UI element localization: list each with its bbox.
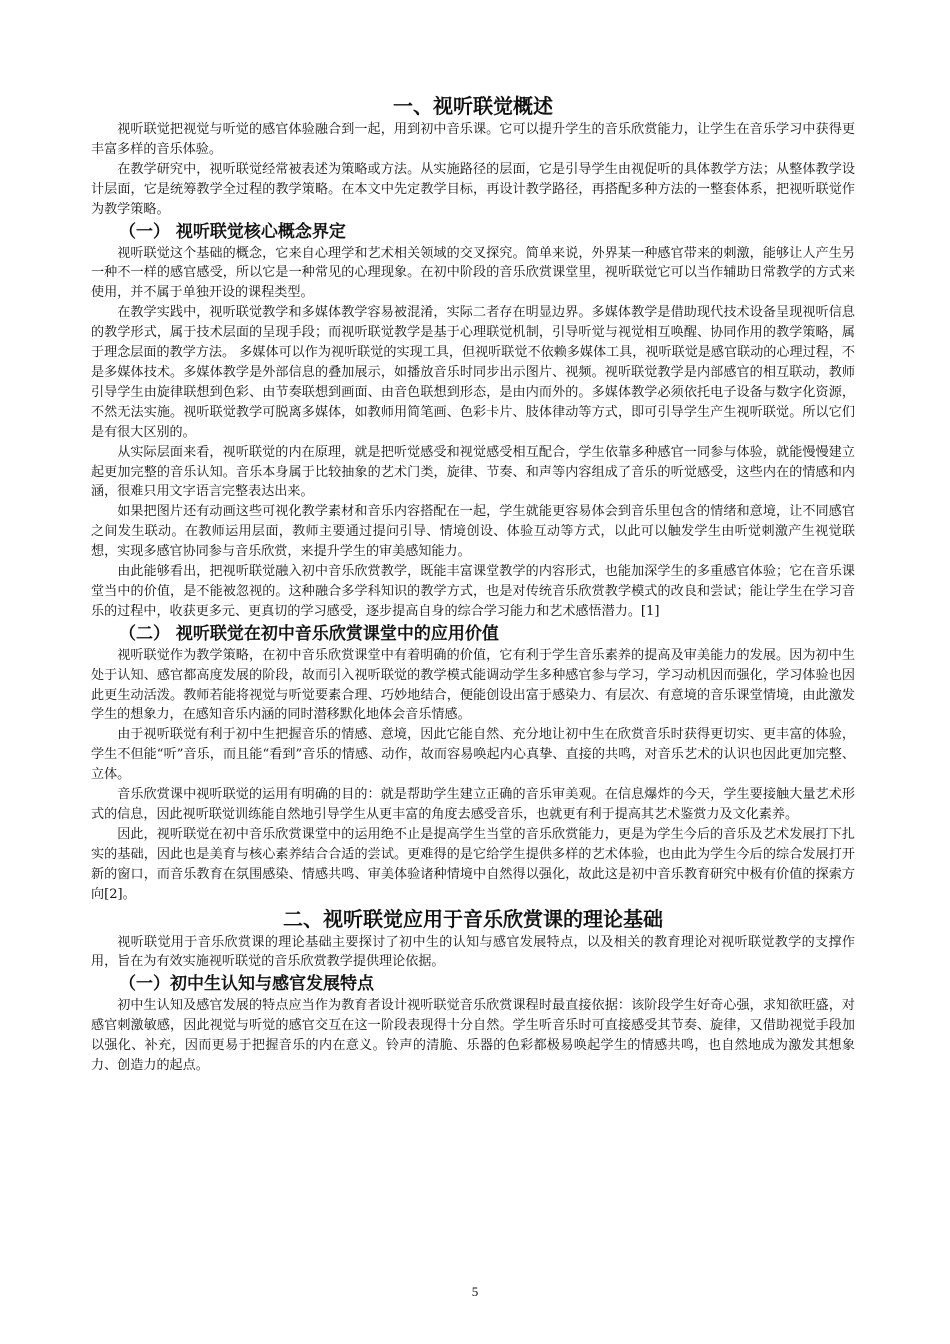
subsection-1-1-heading: （一） 视听联觉核心概念界定 [119,221,346,242]
subsection-2-1-heading: （一）初中生认知与感官发展特点 [119,974,374,995]
paragraph: 因此，视听联觉在初中音乐欣赏课堂中的运用绝不止是提高学生当堂的音乐欣赏能力，更是为学生今后的音乐及艺术发展打下扎实的基础，因此也是美育与核心素养结合合适的尝试。更难得的是它给学生提供多样的艺术体验，也由此为学生今后的综合发展打开新的窗口，而音乐教育在氛围感染、情感共鸣、审美体验诸种情境中自然得以强化，故此这是初中音乐教育研究中极有价值的探索方向[2]。 [91,826,855,902]
paragraph: 如果把图片还有动画这些可视化教学素材和音乐内容搭配在一起，学生就能更容易体会到音乐里包含的情绪和意境，让不同感官之间发生联动。在教师运用层面，教师主要通过提问引导、情境创设、体验互动等方式，以此可以触发学生由听觉刺激产生视觉联想，实现多感官协同参与音乐欣赏，来提升学生的审美感知能力。 [91,504,855,560]
paragraph: 音乐欣赏课中视听联觉的运用有明确的目的：就是帮助学生建立正确的音乐审美观。在信息爆炸的今天，学生要接触大量艺术形式的信息，因此视听联觉训练能自然地引导学生从更丰富的角度去感受音乐，也就更有利于提高其艺术鉴赏力及文化素养。 [91,787,855,822]
paragraph: 初中生认知及感官发展的特点应当作为教育者设计视听联觉音乐欣赏课程时最直接依据：该阶段学生好奇心强，求知欲旺盛，对感官刺激敏感，因此视觉与听觉的感官交互在这一阶段表现得十分自然。学生听音乐时可直接感受其节奏、旋律，又借助视觉手段加以强化、补充，因而更易于把握音乐的内在意义。铃声的清脆、乐器的色彩都极易唤起学生的情感共鸣，也自然地成为激发其想象力、创造力的起点。 [91,998,855,1074]
page-number: 5 [471,1284,479,1299]
paragraph: 从实际层面来看，视听联觉的内在原理，就是把听觉感受和视觉感受相互配合，学生依靠多种感官一同参与体验，就能慢慢建立起更加完整的音乐认知。音乐本身属于比较抽象的艺术门类，旋律、节奏、和声等内容组成了音乐的听觉感受，这些内在的情感和内涵，很难只用文字语言完整表达出来。 [91,444,855,500]
paragraph: 视听联觉这个基础的概念，它来自心理学和艺术相关领域的交叉探究。简单来说，外界某一种感官带来的刺激，能够让人产生另一种不一样的感官感受，所以它是一种常见的心理现象。在初中阶段的音乐欣赏课堂里，视听联觉它可以当作辅助日常教学的方式来使用，并不属于单独开设的课程类型。 [91,245,855,301]
paragraph: 在教学研究中，视听联觉经常被表述为策略或方法。从实施路径的层面，它是引导学生由视促听的具体教学方法；从整体教学设计层面，它是统筹教学全过程的教学策略。在本文中先定教学目标，再设计教学路径，再搭配多种方法的一整套体系，把视听联觉作为教学策略。 [91,161,855,217]
paragraph: 视听联觉把视觉与听觉的感官体验融合到一起，用到初中音乐课。它可以提升学生的音乐欣赏能力，让学生在音乐学习中获得更丰富多样的音乐体验。 [91,122,855,157]
section-1-heading: 一、视听联觉概述 [393,94,553,118]
paragraph: 由于视听联觉有利于初中生把握音乐的情感、意境，因此它能自然、充分地让初中生在欣赏音乐时获得更切实、更丰富的体验，学生不但能“听”音乐，而且能“看到”音乐的情感、动作，故而容易唤起内心真挚、直接的共鸣，对音乐艺术的认识也因此更加完整、立体。 [91,727,855,783]
section-2-heading: 二、视听联觉应用于音乐欣赏课的理论基础 [283,906,663,931]
paragraph: 由此能够看出，把视听联觉融入初中音乐欣赏教学，既能丰富课堂教学的内容形式，也能加深学生的多重感官体验；它在音乐课堂当中的价值，是不能被忽视的。这种融合多学科知识的教学方式，也是对传统音乐欣赏教学模式的改良和尝试；能让学生在学习音乐的过程中，收获更多元、更真切的学习感受，逐步提高自身的综合学习能力和艺术感悟潜力。[1] [91,564,855,619]
paragraph: 视听联觉用于音乐欣赏课的理论基础主要探讨了初中生的认知与感官发展特点，以及相关的教育理论对视听联觉教学的支撑作用，旨在为有效实施视听联觉的音乐欣赏教学提供理论依据。 [91,934,855,970]
subsection-1-2-heading: （二） 视听联觉在初中音乐欣赏课堂中的应用价值 [119,623,499,644]
document-page [91,92,855,1076]
paragraph: 视听联觉作为教学策略，在初中音乐欣赏课堂中有着明确的价值，它有利于学生音乐素养的提高及审美能力的发展。因为初中生处于认知、感官都高度发展的阶段，故而引入视听联觉的教学模式能调动学生多种感官参与学习，学习动机因而强化，学习体验也因此更生动活泼。教师若能将视觉与听觉要素合理、巧妙地结合，便能创设出富于感染力、有层次、有意境的音乐课堂情境，由此激发学生的想象力，在感知音乐内涵的同时潜移默化地体会音乐情感。 [91,647,855,723]
paragraph: 在教学实践中，视听联觉教学和多媒体教学容易被混淆，实际二者存在明显边界。多媒体教学是借助现代技术设备呈现视听信息的教学形式，属于技术层面的呈现手段；而视听联觉教学是基于心理联觉机制，引导听觉与视觉相互唤醒、协同作用的教学策略，属于理念层面的教学方法。 多媒体可以作为视听联觉的实现工具，但视听联觉不依赖多媒体工具，视听联觉是感官联动的心理过程，不是多媒体技术。多媒体教学是外部信息的叠加展示，如播放音乐时同步出示图片、视频。视听联觉教学是内部感官的相互联动，教师引导学生由旋律联想到色彩、由节奏联想到画面、由音色联想到形态，是由内而外的。多媒体教学必须依托电子设备与数字化资源，不然无法实施。视听联觉教学可脱离多媒体，如教师用简笔画、色彩卡片、肢体律动等方式，即可引导学生产生视听联觉。所以它们是有很大区别的。 [91,305,855,440]
